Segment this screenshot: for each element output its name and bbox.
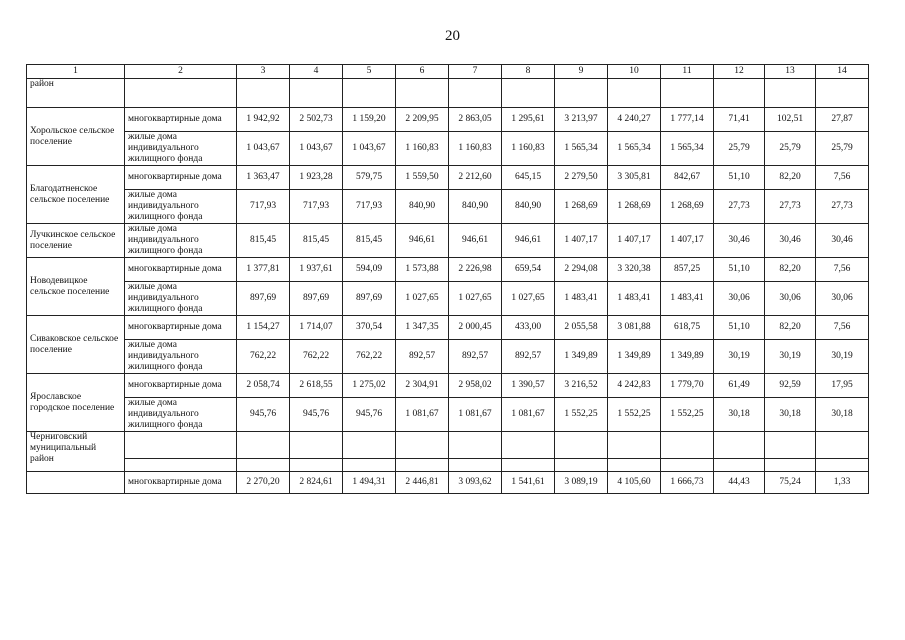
value-cell: 2 618,55 (290, 374, 343, 398)
value-cell: 1 363,47 (237, 166, 290, 190)
value-cell: 897,69 (343, 282, 396, 316)
value-cell: 946,61 (502, 224, 555, 258)
value-cell: 945,76 (290, 398, 343, 432)
value-cell: 815,45 (343, 224, 396, 258)
value-cell: 2 446,81 (396, 472, 449, 494)
settlement-name-cell: Хорольское сельское поселение (27, 108, 125, 166)
empty-cell (661, 79, 714, 108)
value-cell: 3 089,19 (555, 472, 608, 494)
value-cell: 1 275,02 (343, 374, 396, 398)
empty-cell (237, 432, 290, 459)
table-row (27, 472, 869, 494)
empty-cell (396, 459, 449, 472)
value-cell: 2 502,73 (290, 108, 343, 132)
empty-cell (608, 432, 661, 459)
value-cell: 7,56 (816, 258, 869, 282)
table-row (27, 398, 869, 432)
value-cell: 579,75 (343, 166, 396, 190)
empty-cell (290, 459, 343, 472)
district-name-cell: район (27, 79, 125, 108)
value-cell: 30,06 (714, 282, 765, 316)
value-cell: 30,46 (816, 224, 869, 258)
value-cell: 30,19 (714, 340, 765, 374)
value-cell: 840,90 (449, 190, 502, 224)
value-cell: 645,15 (502, 166, 555, 190)
table-row (27, 79, 869, 108)
column-header-row (27, 65, 869, 79)
table-row (27, 374, 869, 398)
value-cell: 82,20 (765, 316, 816, 340)
value-cell: 2 000,45 (449, 316, 502, 340)
settlement-name-cell: Благодатненское сельское поселение (27, 166, 125, 224)
empty-cell (343, 459, 396, 472)
value-cell: 594,09 (343, 258, 396, 282)
value-cell: 892,57 (502, 340, 555, 374)
housing-category-cell: многоквартирные дома (125, 316, 237, 340)
value-cell: 1 160,83 (502, 132, 555, 166)
value-cell: 2 226,98 (449, 258, 502, 282)
column-header: 7 (449, 65, 502, 79)
value-cell: 17,95 (816, 374, 869, 398)
value-cell: 1 541,61 (502, 472, 555, 494)
value-cell: 1 268,69 (661, 190, 714, 224)
value-cell: 71,41 (714, 108, 765, 132)
value-cell: 1 407,17 (661, 224, 714, 258)
column-header: 6 (396, 65, 449, 79)
column-header: 8 (502, 65, 555, 79)
housing-category-cell: многоквартирные дома (125, 258, 237, 282)
value-cell: 51,10 (714, 258, 765, 282)
value-cell: 2 058,74 (237, 374, 290, 398)
value-cell: 27,73 (816, 190, 869, 224)
value-cell: 44,43 (714, 472, 765, 494)
value-cell: 25,79 (816, 132, 869, 166)
value-cell: 61,49 (714, 374, 765, 398)
value-cell: 1 349,89 (608, 340, 661, 374)
value-cell: 1 483,41 (661, 282, 714, 316)
value-cell: 30,46 (765, 224, 816, 258)
value-cell: 1 565,34 (661, 132, 714, 166)
empty-cell (765, 432, 816, 459)
value-cell: 1 779,70 (661, 374, 714, 398)
table-row (27, 224, 869, 258)
column-header: 1 (27, 65, 125, 79)
value-cell: 1 573,88 (396, 258, 449, 282)
value-cell: 1 043,67 (343, 132, 396, 166)
table-row (27, 340, 869, 374)
column-header: 12 (714, 65, 765, 79)
empty-cell (714, 459, 765, 472)
value-cell: 4 242,83 (608, 374, 661, 398)
housing-category-cell: жилые дома индивидуального жилищного фонда (125, 398, 237, 432)
value-cell: 2 279,50 (555, 166, 608, 190)
value-cell: 1 349,89 (661, 340, 714, 374)
value-cell: 892,57 (396, 340, 449, 374)
housing-category-cell: жилые дома индивидуального жилищного фонда (125, 190, 237, 224)
value-cell: 1 027,65 (502, 282, 555, 316)
value-cell: 1 923,28 (290, 166, 343, 190)
value-cell: 1 295,61 (502, 108, 555, 132)
value-cell: 3 320,38 (608, 258, 661, 282)
empty-cell (714, 432, 765, 459)
value-cell: 1 347,35 (396, 316, 449, 340)
value-cell: 51,10 (714, 316, 765, 340)
value-cell: 840,90 (396, 190, 449, 224)
value-cell: 2 055,58 (555, 316, 608, 340)
value-cell: 7,56 (816, 166, 869, 190)
value-cell: 30,18 (714, 398, 765, 432)
value-cell: 1 942,92 (237, 108, 290, 132)
value-cell: 1 043,67 (290, 132, 343, 166)
table-row (27, 282, 869, 316)
value-cell: 3 305,81 (608, 166, 661, 190)
table-row (27, 190, 869, 224)
value-cell: 815,45 (237, 224, 290, 258)
value-cell: 7,56 (816, 316, 869, 340)
value-cell: 25,79 (765, 132, 816, 166)
district-header-row (27, 459, 869, 472)
value-cell: 1 407,17 (608, 224, 661, 258)
value-cell: 762,22 (343, 340, 396, 374)
empty-cell (125, 459, 237, 472)
value-cell: 30,46 (714, 224, 765, 258)
value-cell: 762,22 (237, 340, 290, 374)
column-header: 10 (608, 65, 661, 79)
value-cell: 30,06 (816, 282, 869, 316)
value-cell: 75,24 (765, 472, 816, 494)
value-cell: 82,20 (765, 258, 816, 282)
value-cell: 27,73 (765, 190, 816, 224)
value-cell: 842,67 (661, 166, 714, 190)
empty-cell (661, 459, 714, 472)
value-cell: 897,69 (290, 282, 343, 316)
value-cell: 1 565,34 (608, 132, 661, 166)
column-header: 3 (237, 65, 290, 79)
empty-cell (396, 432, 449, 459)
empty-cell (343, 79, 396, 108)
empty-cell (608, 79, 661, 108)
table-row (27, 166, 869, 190)
value-cell: 1 159,20 (343, 108, 396, 132)
value-cell: 1 268,69 (555, 190, 608, 224)
value-cell: 1 268,69 (608, 190, 661, 224)
table-row (27, 132, 869, 166)
empty-cell (125, 79, 237, 108)
empty-cell (608, 459, 661, 472)
value-cell: 1 494,31 (343, 472, 396, 494)
column-header: 2 (125, 65, 237, 79)
value-cell: 4 240,27 (608, 108, 661, 132)
value-cell: 897,69 (237, 282, 290, 316)
empty-cell (555, 459, 608, 472)
value-cell: 1 043,67 (237, 132, 290, 166)
column-header: 13 (765, 65, 816, 79)
housing-category-cell: жилые дома индивидуального жилищного фонда (125, 132, 237, 166)
value-cell: 1 483,41 (608, 282, 661, 316)
page-number: 20 (445, 28, 460, 44)
value-cell: 30,19 (816, 340, 869, 374)
value-cell: 3 081,88 (608, 316, 661, 340)
value-cell: 2 294,08 (555, 258, 608, 282)
district-name-cell: Черниговский муниципальный район (27, 432, 125, 472)
housing-category-cell: многоквартирные дома (125, 374, 237, 398)
value-cell: 2 304,91 (396, 374, 449, 398)
empty-cell (816, 79, 869, 108)
value-cell: 30,18 (816, 398, 869, 432)
value-cell: 27,73 (714, 190, 765, 224)
empty-cell (816, 459, 869, 472)
value-cell: 1 377,81 (237, 258, 290, 282)
value-cell: 1 552,25 (608, 398, 661, 432)
value-cell: 946,61 (449, 224, 502, 258)
settlement-name-cell: Ярославское городское поселение (27, 374, 125, 432)
empty-cell (714, 79, 765, 108)
value-cell: 3 216,52 (555, 374, 608, 398)
district-header-row (27, 432, 869, 459)
settlement-name-cell: Новодевицкое сельское поселение (27, 258, 125, 316)
value-cell: 1 154,27 (237, 316, 290, 340)
empty-cell (290, 79, 343, 108)
value-cell: 370,54 (343, 316, 396, 340)
value-cell: 2 824,61 (290, 472, 343, 494)
tariff-table (26, 64, 869, 494)
housing-category-cell: жилые дома индивидуального жилищного фонда (125, 340, 237, 374)
empty-cell (125, 432, 237, 459)
value-cell: 1,33 (816, 472, 869, 494)
value-cell: 92,59 (765, 374, 816, 398)
value-cell: 1 552,25 (555, 398, 608, 432)
value-cell: 1 714,07 (290, 316, 343, 340)
housing-category-cell: многоквартирные дома (125, 108, 237, 132)
value-cell: 717,93 (343, 190, 396, 224)
table-row (27, 108, 869, 132)
value-cell: 4 105,60 (608, 472, 661, 494)
empty-cell (502, 459, 555, 472)
empty-cell (661, 432, 714, 459)
value-cell: 945,76 (343, 398, 396, 432)
empty-cell (555, 432, 608, 459)
value-cell: 82,20 (765, 166, 816, 190)
empty-cell (27, 472, 125, 494)
empty-cell (237, 459, 290, 472)
value-cell: 1 081,67 (502, 398, 555, 432)
table-body (27, 65, 869, 494)
empty-cell (555, 79, 608, 108)
value-cell: 51,10 (714, 166, 765, 190)
empty-cell (502, 432, 555, 459)
value-cell: 1 349,89 (555, 340, 608, 374)
value-cell: 1 027,65 (449, 282, 502, 316)
empty-cell (343, 432, 396, 459)
value-cell: 659,54 (502, 258, 555, 282)
value-cell: 945,76 (237, 398, 290, 432)
value-cell: 30,19 (765, 340, 816, 374)
empty-cell (765, 79, 816, 108)
value-cell: 1 483,41 (555, 282, 608, 316)
value-cell: 618,75 (661, 316, 714, 340)
value-cell: 857,25 (661, 258, 714, 282)
column-header: 11 (661, 65, 714, 79)
empty-cell (396, 79, 449, 108)
column-header: 9 (555, 65, 608, 79)
value-cell: 1 081,67 (449, 398, 502, 432)
value-cell: 1 666,73 (661, 472, 714, 494)
value-cell: 30,18 (765, 398, 816, 432)
empty-cell (449, 432, 502, 459)
value-cell: 1 160,83 (396, 132, 449, 166)
value-cell: 27,87 (816, 108, 869, 132)
value-cell: 2 958,02 (449, 374, 502, 398)
housing-category-cell: жилые дома индивидуального жилищного фонда (125, 224, 237, 258)
value-cell: 1 552,25 (661, 398, 714, 432)
empty-cell (449, 79, 502, 108)
value-cell: 762,22 (290, 340, 343, 374)
value-cell: 1 777,14 (661, 108, 714, 132)
value-cell: 1 937,61 (290, 258, 343, 282)
value-cell: 2 863,05 (449, 108, 502, 132)
housing-category-cell: многоквартирные дома (125, 472, 237, 494)
value-cell: 1 407,17 (555, 224, 608, 258)
value-cell: 717,93 (290, 190, 343, 224)
value-cell: 717,93 (237, 190, 290, 224)
value-cell: 2 209,95 (396, 108, 449, 132)
value-cell: 840,90 (502, 190, 555, 224)
value-cell: 2 212,60 (449, 166, 502, 190)
value-cell: 25,79 (714, 132, 765, 166)
value-cell: 1 160,83 (449, 132, 502, 166)
value-cell: 1 559,50 (396, 166, 449, 190)
table-row (27, 258, 869, 282)
value-cell: 2 270,20 (237, 472, 290, 494)
value-cell: 815,45 (290, 224, 343, 258)
empty-cell (449, 459, 502, 472)
empty-cell (237, 79, 290, 108)
value-cell: 892,57 (449, 340, 502, 374)
settlement-name-cell: Лучкинское сельское поселение (27, 224, 125, 258)
value-cell: 433,00 (502, 316, 555, 340)
value-cell: 1 390,57 (502, 374, 555, 398)
value-cell: 1 027,65 (396, 282, 449, 316)
table-row (27, 316, 869, 340)
value-cell: 1 565,34 (555, 132, 608, 166)
column-header: 4 (290, 65, 343, 79)
value-cell: 30,06 (765, 282, 816, 316)
column-header: 14 (816, 65, 869, 79)
housing-category-cell: жилые дома индивидуального жилищного фонда (125, 282, 237, 316)
value-cell: 3 093,62 (449, 472, 502, 494)
value-cell: 102,51 (765, 108, 816, 132)
value-cell: 946,61 (396, 224, 449, 258)
column-header: 5 (343, 65, 396, 79)
value-cell: 1 081,67 (396, 398, 449, 432)
settlement-name-cell: Сиваковское сельское поселение (27, 316, 125, 374)
empty-cell (816, 432, 869, 459)
empty-cell (765, 459, 816, 472)
housing-category-cell: многоквартирные дома (125, 166, 237, 190)
empty-cell (502, 79, 555, 108)
value-cell: 3 213,97 (555, 108, 608, 132)
empty-cell (290, 432, 343, 459)
